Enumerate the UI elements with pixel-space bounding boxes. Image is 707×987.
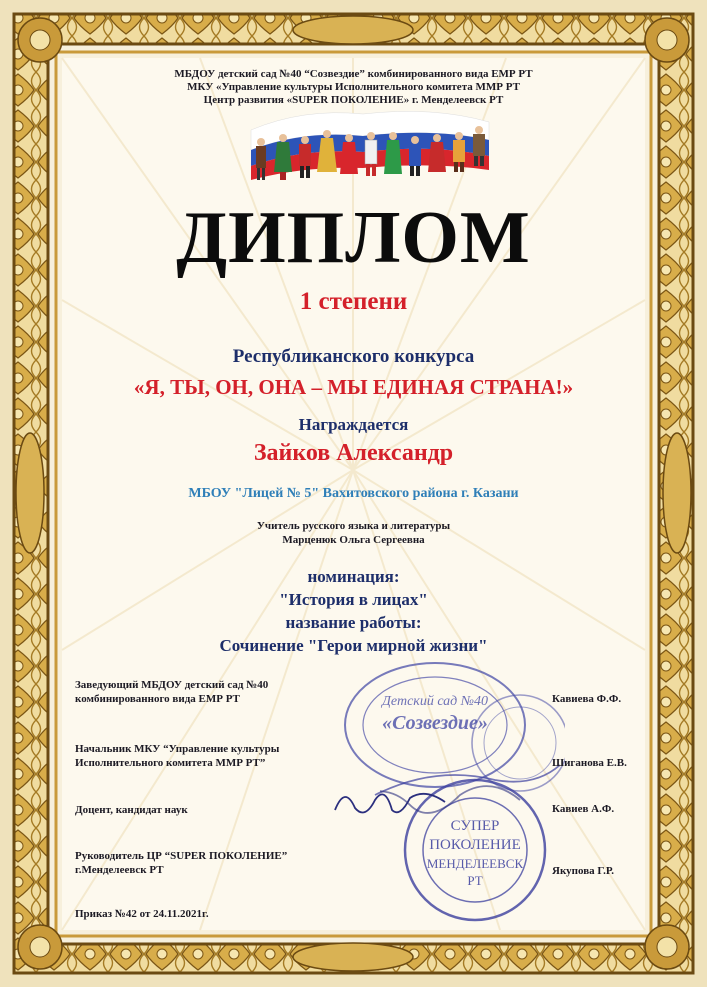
teacher-name: Марценюк Ольга Сергеевна [282, 534, 425, 546]
signature-2-title [75, 742, 279, 770]
signature-4-line-1: Руководитель ЦР “SUPER ПОКОЛЕНИЕ” [75, 850, 288, 862]
signature-3-title [75, 803, 188, 817]
signature-1-title [75, 678, 268, 706]
nomination-label: номинация: [307, 567, 400, 586]
order-reference: Приказ №42 от 24.11.2021г. [75, 908, 209, 920]
awarded-label: Награждается [298, 415, 409, 434]
signature-1-line-1: Заведующий МБДОУ детский сад №40 [75, 679, 269, 691]
work-label: название работы: [285, 613, 422, 632]
signature-2-line-2: Исполнительного комитета ММР РТ” [75, 757, 266, 769]
school-name: МБОУ "Лицей № 5" Вахитовского района г. Казани [188, 486, 519, 501]
work-title: Сочинение "Герои мирной жизни" [219, 636, 488, 655]
signature-1-line-2: комбинированного вида ЕМР РТ [75, 693, 240, 705]
competition-type: Республиканского конкурса [232, 346, 475, 367]
svg-text:МЕНДЕЛЕЕВСК: МЕНДЕЛЕЕВСК [426, 856, 524, 871]
svg-text:ПОКОЛЕНИЕ: ПОКОЛЕНИЕ [429, 837, 521, 853]
header-line-2: МКУ «Управление культуры Исполнительного комитета ММР РТ [187, 81, 520, 93]
svg-text:СУПЕР: СУПЕР [450, 818, 500, 834]
signature-4-title [75, 849, 287, 877]
signature-3-line-1: Доцент, кандидат наук [75, 804, 188, 816]
signature-4-line-2: г.Менделеевск РТ [75, 864, 164, 876]
signature-1-name: Кавиева Ф.Ф. [552, 693, 622, 705]
children-flag-illustration [243, 100, 495, 192]
svg-text:«Созвездие»: «Созвездие» [382, 712, 488, 734]
diploma-title: ДИПЛОМ [176, 197, 531, 279]
signature-3-name: Кавиев А.Ф. [552, 803, 615, 815]
signature-2-name: Шиганова Е.В. [552, 757, 627, 769]
svg-text:Детский сад №40: Детский сад №40 [382, 694, 488, 709]
svg-text:РТ: РТ [467, 873, 483, 888]
header-line-3: Центр развития «SUPER ПОКОЛЕНИЕ» г. Менделеевск РТ [203, 94, 504, 106]
competition-name: «Я, ТЫ, ОН, ОНА – МЫ ЕДИНАЯ СТРАНА!» [133, 375, 574, 399]
nomination-value: "История в лицах" [279, 590, 428, 609]
signature-4-name: Якупова Г.Р. [552, 865, 614, 877]
diploma-degree: 1 степени [299, 288, 408, 315]
header-line-1: МБДОУ детский сад №40 “Созвездие” комбинированного вида ЕМР РТ [174, 68, 533, 80]
teacher-role: Учитель русского языка и литературы [256, 520, 451, 532]
signature-2-line-1: Начальник МКУ “Управление культуры [75, 743, 280, 755]
recipient-name: Зайков Александр [253, 440, 454, 466]
